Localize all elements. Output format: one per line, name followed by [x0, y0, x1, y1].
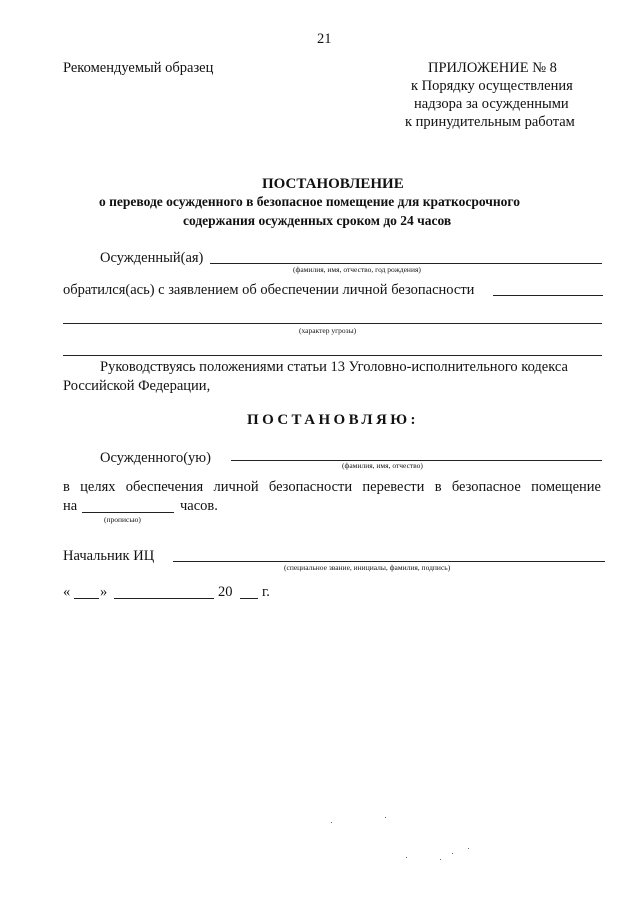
page-number: 21 — [317, 31, 332, 47]
chief-label: Начальник ИЦ — [63, 548, 155, 564]
document-subtitle-1: о переводе осужденного в безопасное помещение для краткосрочного — [99, 194, 520, 209]
words-caption: (прописью) — [104, 515, 141, 524]
chief-signature-line — [173, 561, 605, 562]
hours-label: часов. — [180, 498, 218, 514]
scan-speck — [452, 853, 453, 854]
hours-words-line — [82, 512, 174, 513]
convict-label: Осужденный(ая) — [100, 250, 204, 266]
scan-speck — [385, 817, 386, 818]
appendix-line-3: к принудительным работам — [405, 114, 575, 130]
year-prefix: 20 — [218, 584, 233, 600]
recommended-sample-label: Рекомендуемый образец — [63, 60, 214, 76]
scan-speck — [406, 857, 407, 858]
year-suffix: г. — [262, 584, 270, 600]
appendix-line-1: к Порядку осуществления — [411, 78, 573, 94]
decree-title: ПОСТАНОВЛЯЮ: — [247, 412, 419, 428]
date-month-line — [114, 598, 214, 599]
purpose-text: в целях обеспечения личной безопасности перевести в безопасное помещение — [63, 479, 601, 495]
guided-line-1: Руководствуясь положениями статьи 13 Уголовно-исполнительного кодекса — [100, 359, 568, 375]
blank-line — [63, 355, 602, 356]
convict-caption: (фамилия, имя, отчество, год рождения) — [293, 265, 421, 274]
convict-name-line — [210, 263, 602, 264]
threat-line — [63, 323, 602, 324]
date-open-quote: « — [63, 584, 71, 600]
document-subtitle-2: содержания осужденных сроком до 24 часов — [183, 213, 452, 228]
document-title: ПОСТАНОВЛЕНИЕ — [262, 176, 404, 192]
scan-speck — [468, 848, 469, 849]
date-day-line — [74, 598, 99, 599]
scan-speck — [331, 822, 332, 823]
decree-convict-label: Осужденного(ую) — [100, 450, 211, 466]
na-label: на — [63, 498, 78, 514]
appendix-line-2: надзора за осужденными — [414, 96, 569, 112]
guided-line-2: Российской Федерации, — [63, 378, 211, 394]
appendix-title: ПРИЛОЖЕНИЕ № 8 — [428, 60, 557, 76]
appealed-text: обратился(ась) с заявлением об обеспечении личной безопасности — [63, 282, 475, 298]
threat-caption: (характер угрозы) — [299, 326, 357, 335]
decree-convict-caption: (фамилия, имя, отчество) — [342, 461, 423, 470]
date-year-line — [240, 598, 258, 599]
date-close-quote: » — [100, 584, 108, 600]
scan-speck — [440, 859, 441, 860]
appeal-continuation-line — [493, 295, 603, 296]
chief-caption: (специальное звание, инициалы, фамилия, подпись) — [284, 563, 451, 572]
